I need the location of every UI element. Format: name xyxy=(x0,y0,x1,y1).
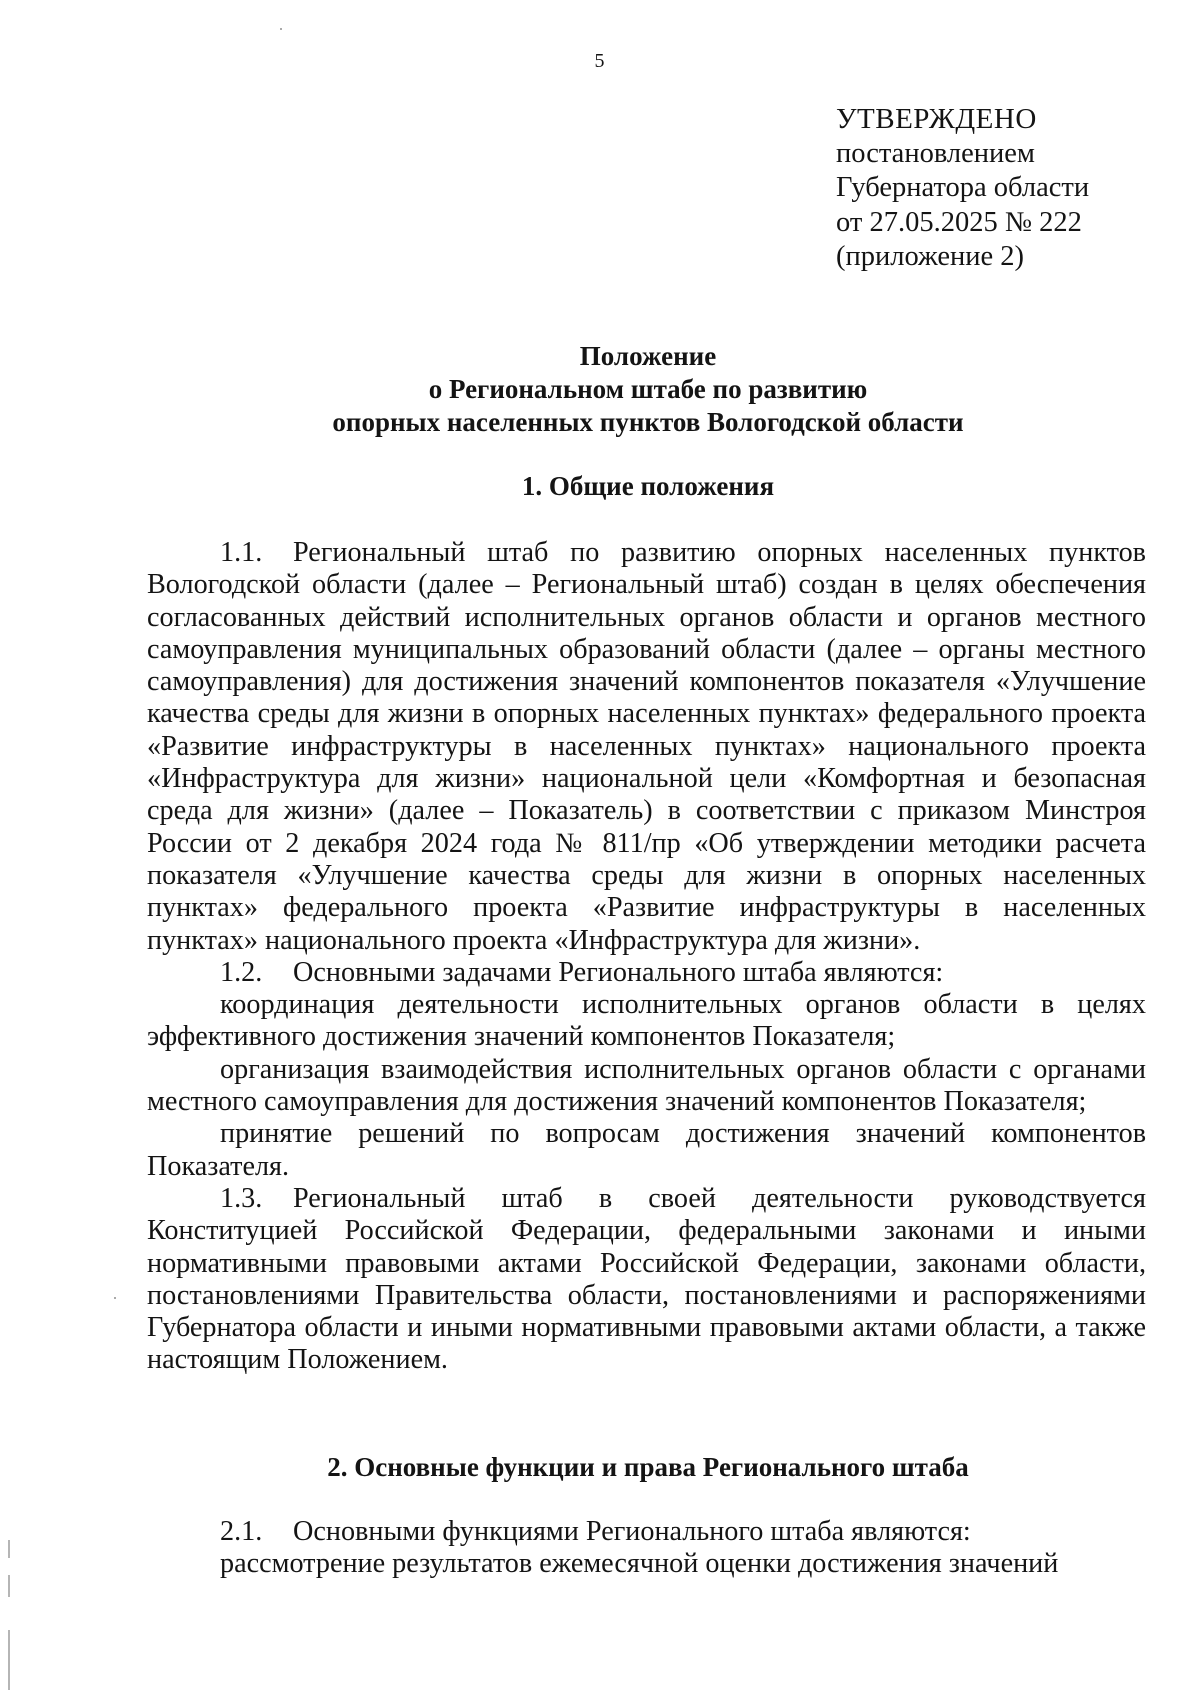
approval-line: постановлением xyxy=(836,137,1035,169)
scan-artifact xyxy=(114,1297,116,1299)
paragraph: организация взаимодействия исполнительных органов области с органами местного самоуправления для достижения значений компонентов Показателя; xyxy=(147,1053,1146,1118)
paragraph xyxy=(147,537,1146,957)
scan-artifact xyxy=(280,28,282,30)
clause-number: 1.1. xyxy=(220,537,263,568)
approval-line: Губернатора области xyxy=(836,172,1090,203)
section-heading: 2. Основные функции и права Регионального штаба xyxy=(327,1452,969,1482)
section-heading: 1. Общие положения xyxy=(521,471,775,501)
page-number: 5 xyxy=(594,50,605,72)
title-line: Положение xyxy=(579,341,717,371)
scan-artifact xyxy=(8,1575,10,1597)
clause-number: 1.2. xyxy=(220,956,263,988)
clause-number: 1.3. xyxy=(220,1182,263,1214)
clause-number: 2.1. xyxy=(220,1516,263,1547)
approval-stamp-block xyxy=(836,102,1089,275)
section-body xyxy=(147,1516,1146,1581)
document-title xyxy=(150,340,1146,439)
section-body xyxy=(147,537,1146,1377)
paragraph xyxy=(147,1183,1146,1377)
paragraph: принятие решений по вопросам достижения значений компонентов Показателя. xyxy=(147,1118,1146,1182)
title-line: опорных населенных пунктов Вологодской области xyxy=(332,407,964,437)
scan-artifact xyxy=(8,1630,10,1690)
paragraph-text: Региональный штаб по развитию опорных населенных пунктов Вологодской области (далее – Региональный штаб) создан в целях обеспечения согласованных действий исполнительных органов области и органов местного самоуправления муниципальных образований области (далее – органы местного самоуправления) для достижения значений компонентов показателя «Улучшение качества среды для жизни в опорных населенных пунктах» федерального проекта «Развитие инфраструктуры в населенных пунктах» национального проекта «Инфраструктура для жизни» национальной цели «Комфортная и безопасная среда для жизни» (далее – Показатель) в соответствии с приказом Минстроя России от 2 декабря 2024 года № 811/пр «Об утверждении методики расчета показателя «Улучшение качества среды для жизни в опорных населенных пунктах» федерального проекта «Развитие инфраструктуры в населенных пунктах» национального проекта «Инфраструктура для жизни». xyxy=(147,537,1146,956)
paragraph-text: Основными функциями Регионального штаба являются: xyxy=(293,1516,971,1547)
paragraph-text: Основными задачами Регионального штаба являются: xyxy=(293,956,944,988)
paragraph: координация деятельности исполнительных органов области в целях эффективного достижения значений компонентов Показателя; xyxy=(147,989,1146,1053)
approval-heading: УТВЕРЖДЕНО xyxy=(836,103,1037,135)
paragraph: рассмотрение результатов ежемесячной оценки достижения значений xyxy=(220,1548,1059,1580)
approval-line: от 27.05.2025 № 222 xyxy=(836,206,1082,238)
paragraph-text: Региональный штаб в своей деятельности руководствуется Конституцией Российской Федерации, федеральными законами и иными нормативными правовыми актами Российской Федерации, законами области, постановлениями Правительства области, постановлениями и распоряжениями Губернатора области и иными нормативными правовыми актами области, а также настоящим Положением. xyxy=(147,1182,1146,1376)
paragraph xyxy=(147,1516,1146,1548)
title-line: о Региональном штабе по развитию xyxy=(428,374,868,404)
approval-line: (приложение 2) xyxy=(836,241,1024,272)
paragraph xyxy=(147,957,1146,989)
scan-artifact xyxy=(8,1540,10,1558)
